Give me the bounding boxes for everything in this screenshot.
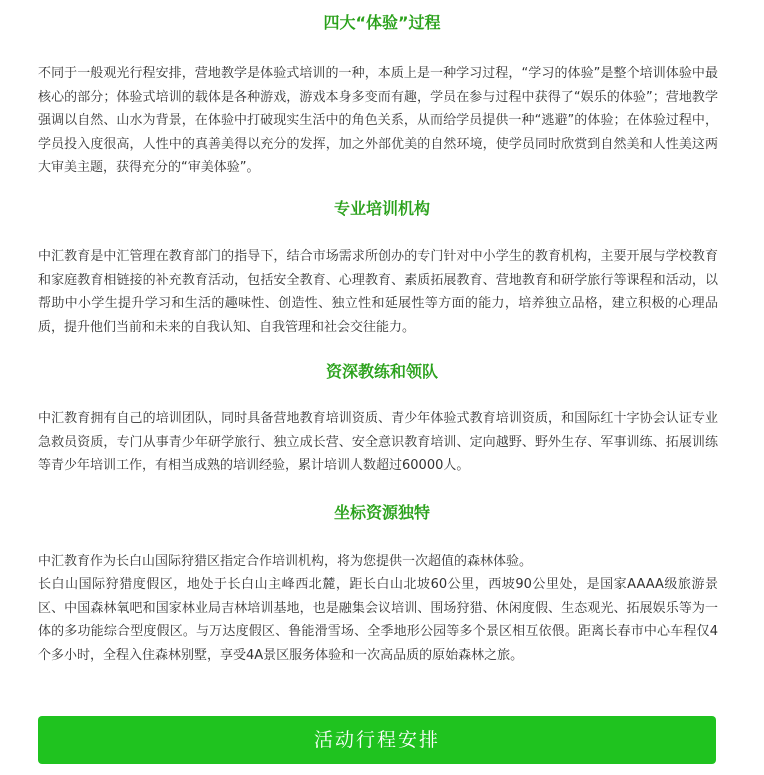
- section-paragraph-resources-detail: 长白山国际狩猎度假区，地处于长白山主峰西北麓，距长白山北坡60公里，西坡90公里处，是国家AAAA级旅游景区、中国森林氧吧和国家林业局吉林培训基地，也是融集会议培训、围场狩猎、休闲度假、生态观光、拓展娱乐等为一体的多功能综合型度假区。与万达度假区、鲁能滑雪场、全季地形公园等多个景区相互依偎。距离长春市中心车程仅4个多小时，全程入住森林别墅，享受4A景区服务体验和一次高品质的原始森林之旅。: [38, 577, 718, 663]
- section-paragraph-institution: 中汇教育是中汇管理在教育部门的指导下，结合市场需求所创办的专门针对中小学生的教育机构，主要开展与学校教育和家庭教育相链接的补充教育活动，包括安全教育、心理教育、素质拓展教育、营地教育和研学旅行等课程和活动，以帮助中小学生提升学习和生活的趣味性、创造性、独立性和延展性等方面的能力，培养独立品格，建立积极的心理品质，提升他们当前和未来的自我认知、自我管理和社会交往能力。: [38, 249, 718, 335]
- section-title-institution: 专业培训机构: [333, 199, 430, 218]
- section-paragraph-coaches: 中汇教育拥有自己的培训团队，同时具备营地教育培训资质、青少年体验式教育培训资质，和国际红十字协会认证专业急救员资质，专门从事青少年研学旅行、独立成长营、安全意识教育培训、定向越野、野外生存、军事训练、拓展训练等青少年培训工作，有相当成熟的培训经验，累计培训人数超过60000人。: [38, 411, 718, 473]
- section-title-experience: 四大“体验”过程: [323, 13, 441, 32]
- section-paragraph-experience: 不同于一般观光行程安排，营地教学是体验式培训的一种，本质上是一种学习过程，“学习的体验”是整个培训体验中最核心的部分；体验式培训的载体是各种游戏，游戏本身多变而有趣，学员在参与过程中获得了“娱乐的体验”；营地教学强调以自然、山水为背景，在体验中打破现实生活中的角色关系，从而给学员提供一种“逃避”的体验；在体验过程中，学员投入度很高，人性中的真善美得以充分的发挥，加之外部优美的自然环境，使学员同时欣赏到自然美和人性美这两大审美主题，获得充分的“审美体验”。: [38, 66, 718, 175]
- section-paragraph-resources-intro: 中汇教育作为长白山国际狩猎区指定合作培训机构，将为您提供一次超值的森林体验。: [38, 554, 533, 569]
- section-title-coaches: 资深教练和领队: [325, 362, 438, 381]
- itinerary-button[interactable]: 活动行程安排: [38, 716, 716, 764]
- section-title-resources: 坐标资源独特: [333, 503, 430, 522]
